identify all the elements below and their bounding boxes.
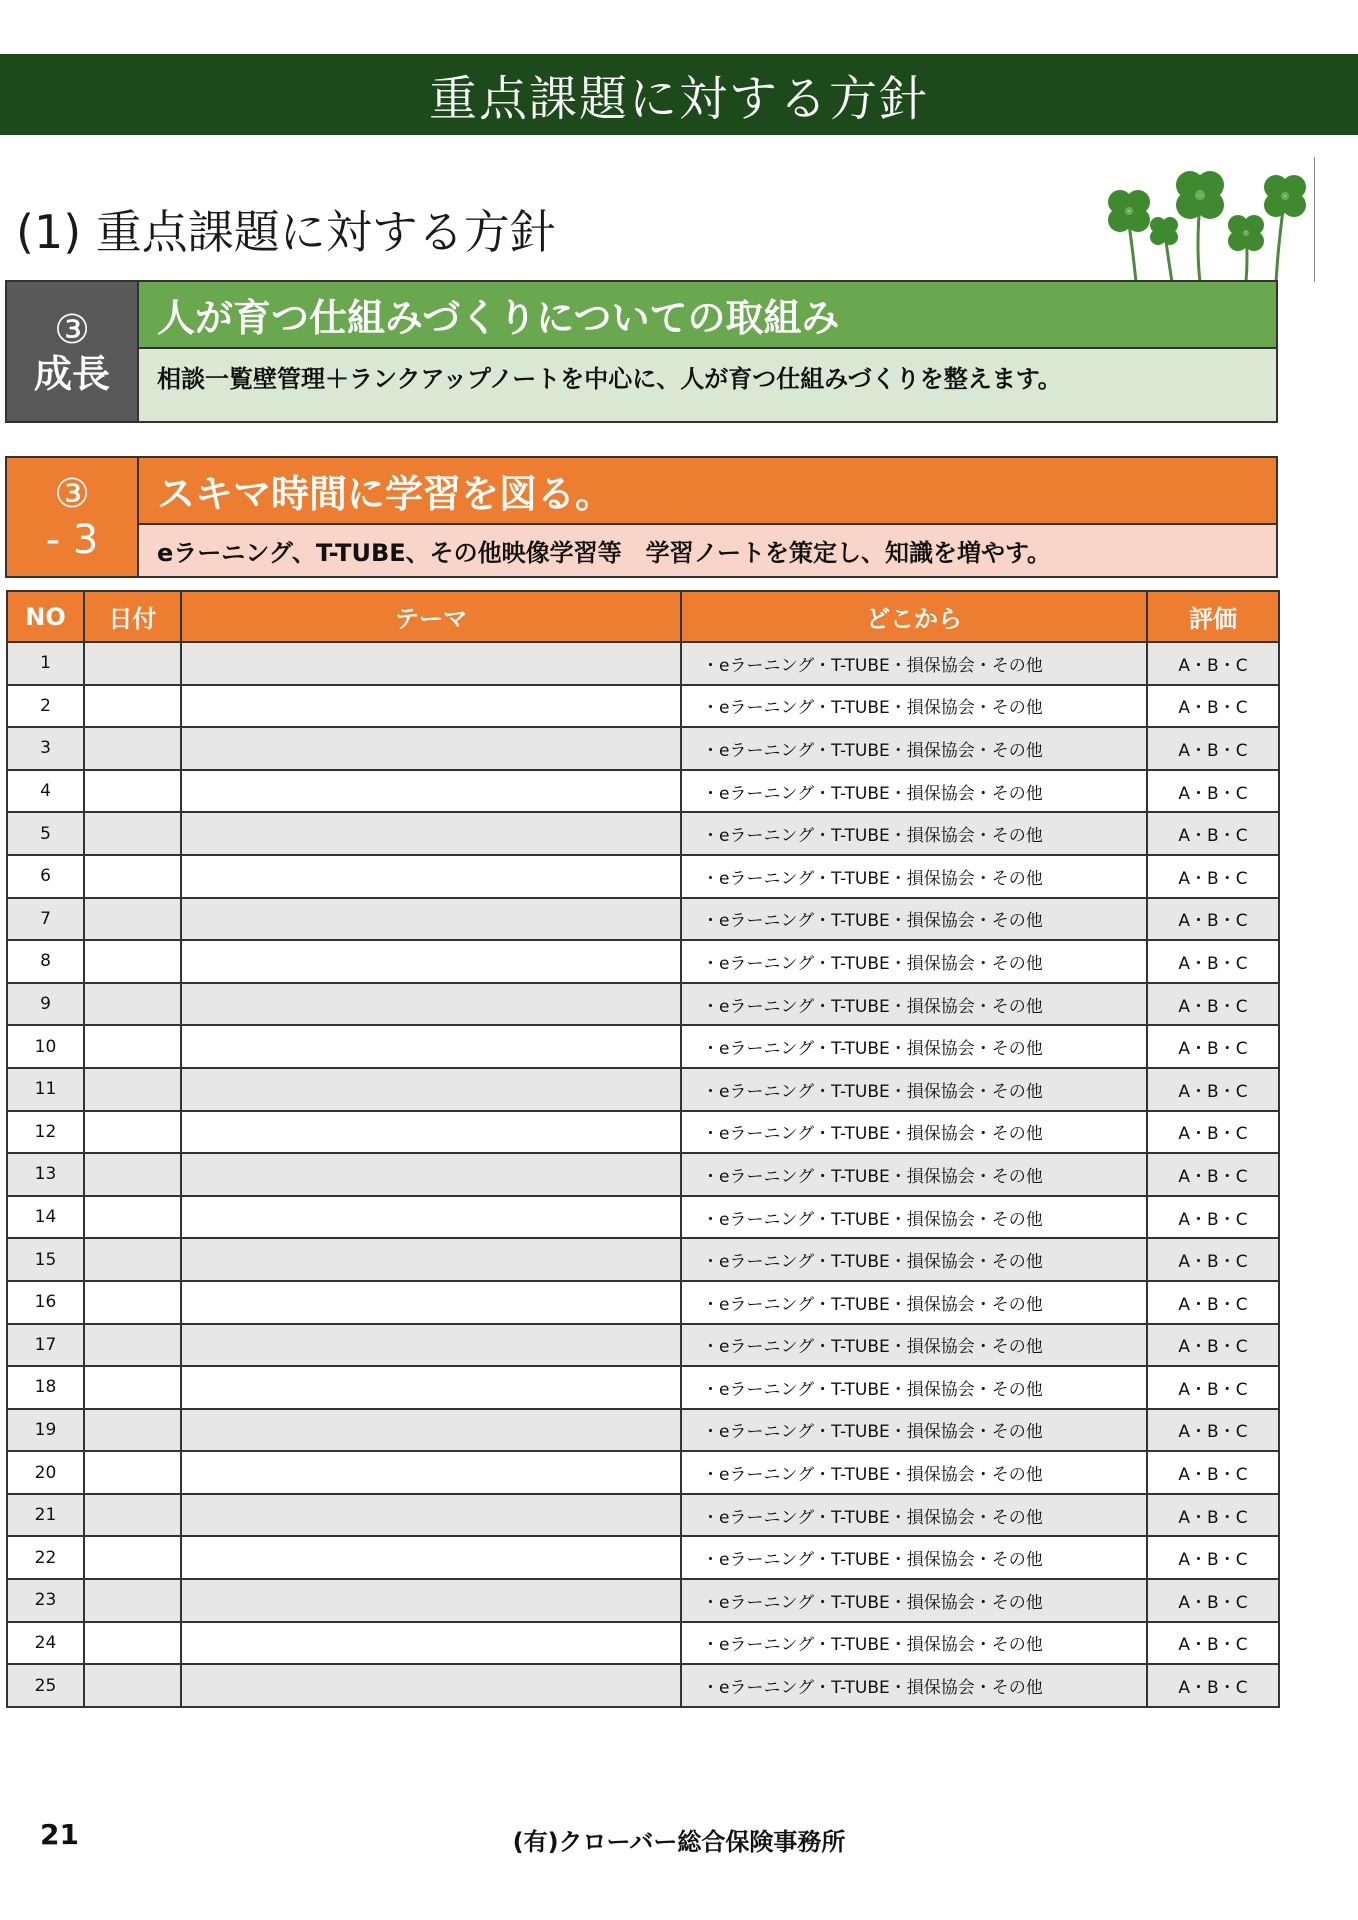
goal-block-growth	[5, 280, 1278, 423]
evaluation-options[interactable]: A・B・C	[1147, 1025, 1279, 1068]
row-number: 15	[7, 1238, 84, 1281]
table-row	[7, 1536, 1279, 1579]
header-date: 日付	[84, 591, 181, 642]
sub-goal-heading: スキマ時間に学習を図る。	[139, 458, 1276, 525]
date-cell[interactable]	[84, 898, 181, 941]
evaluation-options[interactable]: A・B・C	[1147, 983, 1279, 1026]
date-cell[interactable]	[84, 1536, 181, 1579]
table-row	[7, 1025, 1279, 1068]
evaluation-options[interactable]: A・B・C	[1147, 1238, 1279, 1281]
sub-goal-description: eラーニング、T-TUBE、その他映像学習等 学習ノートを策定し、知識を増やす。	[139, 525, 1276, 576]
row-number: 1	[7, 642, 84, 685]
theme-cell[interactable]	[181, 1451, 681, 1494]
evaluation-options[interactable]: A・B・C	[1147, 1451, 1279, 1494]
title-banner	[0, 54, 1358, 135]
table-row	[7, 983, 1279, 1026]
theme-cell[interactable]	[181, 1068, 681, 1111]
header-no: NO	[7, 591, 84, 642]
table-row	[7, 812, 1279, 855]
theme-cell[interactable]	[181, 1366, 681, 1409]
table-header-row	[7, 591, 1279, 642]
table-row	[7, 685, 1279, 728]
evaluation-options[interactable]: A・B・C	[1147, 1622, 1279, 1665]
row-number: 6	[7, 855, 84, 898]
row-number: 12	[7, 1111, 84, 1154]
source-options[interactable]: ・eラーニング・T-TUBE・損保協会・その他	[681, 1153, 1147, 1196]
date-cell[interactable]	[84, 940, 181, 983]
evaluation-options[interactable]: A・B・C	[1147, 855, 1279, 898]
row-number: 14	[7, 1196, 84, 1239]
date-cell[interactable]	[84, 1196, 181, 1239]
sub-goal-tag-label: - 3	[45, 517, 99, 563]
date-cell[interactable]	[84, 1366, 181, 1409]
date-cell[interactable]	[84, 770, 181, 813]
date-cell[interactable]	[84, 642, 181, 685]
date-cell[interactable]	[84, 1324, 181, 1367]
source-options[interactable]: ・eラーニング・T-TUBE・損保協会・その他	[681, 1579, 1147, 1622]
evaluation-options[interactable]: A・B・C	[1147, 1324, 1279, 1367]
source-options[interactable]: ・eラーニング・T-TUBE・損保協会・その他	[681, 855, 1147, 898]
evaluation-options[interactable]: A・B・C	[1147, 898, 1279, 941]
source-options[interactable]: ・eラーニング・T-TUBE・損保協会・その他	[681, 1111, 1147, 1154]
row-number: 3	[7, 727, 84, 770]
date-cell[interactable]	[84, 1111, 181, 1154]
sub-goal-tag	[7, 458, 137, 576]
page-number: 21	[40, 1818, 79, 1851]
source-options[interactable]: ・eラーニング・T-TUBE・損保協会・その他	[681, 1025, 1147, 1068]
goal-heading: 人が育つ仕組みづくりについての取組み	[139, 282, 1276, 349]
theme-cell[interactable]	[181, 898, 681, 941]
evaluation-options[interactable]: A・B・C	[1147, 1281, 1279, 1324]
theme-cell[interactable]	[181, 1153, 681, 1196]
theme-cell[interactable]	[181, 1238, 681, 1281]
date-cell[interactable]	[84, 1664, 181, 1707]
table-row	[7, 770, 1279, 813]
theme-cell[interactable]	[181, 1324, 681, 1367]
date-cell[interactable]	[84, 855, 181, 898]
row-number: 17	[7, 1324, 84, 1367]
row-number: 20	[7, 1451, 84, 1494]
table-row	[7, 855, 1279, 898]
table-row	[7, 642, 1279, 685]
date-cell[interactable]	[84, 1153, 181, 1196]
row-number: 4	[7, 770, 84, 813]
theme-cell[interactable]	[181, 1536, 681, 1579]
table-row	[7, 1153, 1279, 1196]
evaluation-options[interactable]: A・B・C	[1147, 1196, 1279, 1239]
date-cell[interactable]	[84, 812, 181, 855]
source-options[interactable]: ・eラーニング・T-TUBE・損保協会・その他	[681, 1664, 1147, 1707]
source-options[interactable]: ・eラーニング・T-TUBE・損保協会・その他	[681, 1324, 1147, 1367]
table-row	[7, 727, 1279, 770]
theme-cell[interactable]	[181, 812, 681, 855]
evaluation-options[interactable]: A・B・C	[1147, 1111, 1279, 1154]
row-number: 13	[7, 1153, 84, 1196]
evaluation-options[interactable]: A・B・C	[1147, 1366, 1279, 1409]
source-options[interactable]: ・eラーニング・T-TUBE・損保協会・その他	[681, 642, 1147, 685]
source-options[interactable]: ・eラーニング・T-TUBE・損保協会・その他	[681, 940, 1147, 983]
table-row	[7, 898, 1279, 941]
date-cell[interactable]	[84, 1068, 181, 1111]
evaluation-options[interactable]: A・B・C	[1147, 1153, 1279, 1196]
evaluation-options[interactable]: A・B・C	[1147, 642, 1279, 685]
theme-cell[interactable]	[181, 1664, 681, 1707]
date-cell[interactable]	[84, 1451, 181, 1494]
evaluation-options[interactable]: A・B・C	[1147, 770, 1279, 813]
theme-cell[interactable]	[181, 685, 681, 728]
theme-cell[interactable]	[181, 727, 681, 770]
table-row	[7, 1451, 1279, 1494]
date-cell[interactable]	[84, 1409, 181, 1452]
date-cell[interactable]	[84, 1025, 181, 1068]
theme-cell[interactable]	[181, 1025, 681, 1068]
theme-cell[interactable]	[181, 1579, 681, 1622]
date-cell[interactable]	[84, 983, 181, 1026]
theme-cell[interactable]	[181, 1409, 681, 1452]
source-options[interactable]: ・eラーニング・T-TUBE・損保協会・その他	[681, 812, 1147, 855]
source-options[interactable]: ・eラーニング・T-TUBE・損保協会・その他	[681, 727, 1147, 770]
source-options[interactable]: ・eラーニング・T-TUBE・損保協会・その他	[681, 1238, 1147, 1281]
evaluation-options[interactable]: A・B・C	[1147, 727, 1279, 770]
clover-image	[1088, 157, 1318, 282]
divider-line	[1314, 157, 1315, 282]
table-row	[7, 1196, 1279, 1239]
row-number: 5	[7, 812, 84, 855]
source-options[interactable]: ・eラーニング・T-TUBE・損保協会・その他	[681, 1366, 1147, 1409]
source-options[interactable]: ・eラーニング・T-TUBE・損保協会・その他	[681, 770, 1147, 813]
theme-cell[interactable]	[181, 940, 681, 983]
date-cell[interactable]	[84, 1238, 181, 1281]
goal-block-learning	[5, 456, 1278, 578]
evaluation-options[interactable]: A・B・C	[1147, 940, 1279, 983]
theme-cell[interactable]	[181, 1494, 681, 1537]
section-subtitle: (1) 重点課題に対する方針	[16, 205, 556, 259]
evaluation-options[interactable]: A・B・C	[1147, 1068, 1279, 1111]
table-row	[7, 1409, 1279, 1452]
date-cell[interactable]	[84, 1281, 181, 1324]
learning-log-table	[6, 590, 1280, 1708]
evaluation-options[interactable]: A・B・C	[1147, 685, 1279, 728]
row-number: 11	[7, 1068, 84, 1111]
header-theme: テーマ	[181, 591, 681, 642]
table-row	[7, 1664, 1279, 1707]
goal-tag-number: ③	[54, 306, 90, 353]
goal-tag-label: 成長	[33, 351, 110, 396]
footer-company: (有)クローバー総合保険事務所	[512, 1828, 846, 1856]
theme-cell[interactable]	[181, 770, 681, 813]
source-options[interactable]: ・eラーニング・T-TUBE・損保協会・その他	[681, 898, 1147, 941]
table-row	[7, 1068, 1279, 1111]
evaluation-options[interactable]: A・B・C	[1147, 1536, 1279, 1579]
table-row	[7, 1111, 1279, 1154]
date-cell[interactable]	[84, 685, 181, 728]
theme-cell[interactable]	[181, 1281, 681, 1324]
date-cell[interactable]	[84, 1579, 181, 1622]
row-number: 9	[7, 983, 84, 1026]
source-options[interactable]: ・eラーニング・T-TUBE・損保協会・その他	[681, 1494, 1147, 1537]
evaluation-options[interactable]: A・B・C	[1147, 1664, 1279, 1707]
source-options[interactable]: ・eラーニング・T-TUBE・損保協会・その他	[681, 1536, 1147, 1579]
source-options[interactable]: ・eラーニング・T-TUBE・損保協会・その他	[681, 1409, 1147, 1452]
evaluation-options[interactable]: A・B・C	[1147, 812, 1279, 855]
row-number: 8	[7, 940, 84, 983]
table-row	[7, 940, 1279, 983]
date-cell[interactable]	[84, 727, 181, 770]
evaluation-options[interactable]: A・B・C	[1147, 1409, 1279, 1452]
theme-cell[interactable]	[181, 983, 681, 1026]
row-number: 18	[7, 1366, 84, 1409]
source-options[interactable]: ・eラーニング・T-TUBE・損保協会・その他	[681, 685, 1147, 728]
date-cell[interactable]	[84, 1622, 181, 1665]
row-number: 21	[7, 1494, 84, 1537]
theme-cell[interactable]	[181, 1196, 681, 1239]
theme-cell[interactable]	[181, 1111, 681, 1154]
header-source: どこから	[681, 591, 1147, 642]
source-options[interactable]: ・eラーニング・T-TUBE・損保協会・その他	[681, 1451, 1147, 1494]
theme-cell[interactable]	[181, 855, 681, 898]
goal-tag	[7, 282, 137, 421]
row-number: 25	[7, 1664, 84, 1707]
table-row	[7, 1579, 1279, 1622]
table-row	[7, 1281, 1279, 1324]
table-row	[7, 1494, 1279, 1537]
row-number: 23	[7, 1579, 84, 1622]
theme-cell[interactable]	[181, 642, 681, 685]
goal-description: 相談一覧壁管理＋ランクアップノートを中心に、人が育つ仕組みづくりを整えます。	[139, 349, 1276, 421]
source-options[interactable]: ・eラーニング・T-TUBE・損保協会・その他	[681, 983, 1147, 1026]
evaluation-options[interactable]: A・B・C	[1147, 1579, 1279, 1622]
row-number: 10	[7, 1025, 84, 1068]
table-row	[7, 1238, 1279, 1281]
row-number: 2	[7, 685, 84, 728]
sub-goal-tag-number: ③	[54, 471, 90, 517]
row-number: 16	[7, 1281, 84, 1324]
table-row	[7, 1366, 1279, 1409]
row-number: 22	[7, 1536, 84, 1579]
row-number: 24	[7, 1622, 84, 1665]
table-row	[7, 1324, 1279, 1367]
header-eval: 評価	[1147, 591, 1279, 642]
page-title: 重点課題に対する方針	[428, 71, 929, 127]
row-number: 7	[7, 898, 84, 941]
source-options[interactable]: ・eラーニング・T-TUBE・損保協会・その他	[681, 1622, 1147, 1665]
row-number: 19	[7, 1409, 84, 1452]
source-options[interactable]: ・eラーニング・T-TUBE・損保協会・その他	[681, 1281, 1147, 1324]
source-options[interactable]: ・eラーニング・T-TUBE・損保協会・その他	[681, 1068, 1147, 1111]
date-cell[interactable]	[84, 1494, 181, 1537]
source-options[interactable]: ・eラーニング・T-TUBE・損保協会・その他	[681, 1196, 1147, 1239]
table-row	[7, 1622, 1279, 1665]
theme-cell[interactable]	[181, 1622, 681, 1665]
evaluation-options[interactable]: A・B・C	[1147, 1494, 1279, 1537]
